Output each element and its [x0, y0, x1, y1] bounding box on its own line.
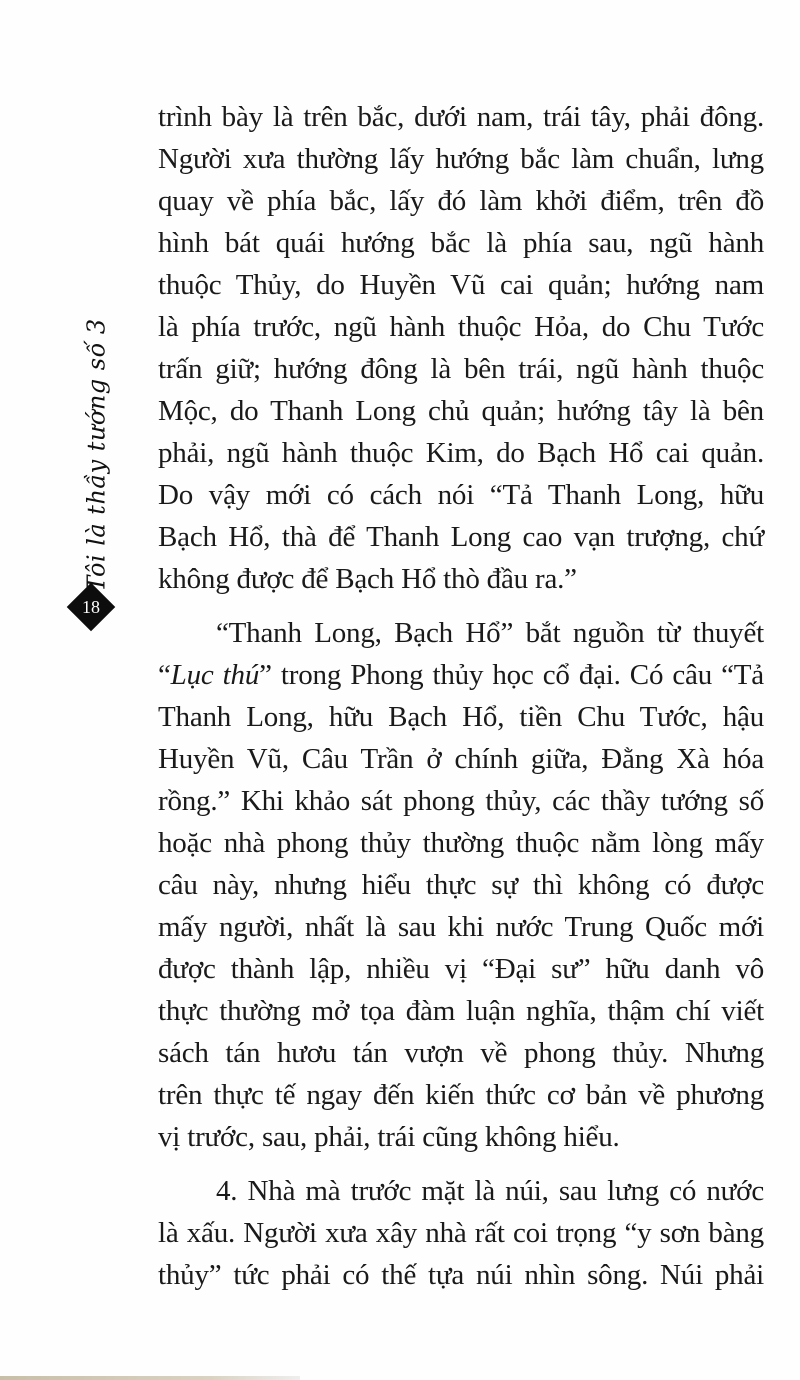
- text-line: rồng.” Khi khảo sát phong thủy, các thầy tướng số: [158, 785, 764, 817]
- italic-term: Lục thú: [170, 659, 260, 691]
- text-line: vị trước, sau, phải, trái cũng không hiểu.: [158, 1121, 620, 1153]
- text-line: hoặc nhà phong thủy thường thuộc nằm lòng mấy: [158, 827, 764, 859]
- text-line: mấy người, nhất là sau khi nước Trung Quốc mới: [158, 911, 764, 943]
- text-line: thủy” tức phải có thế tựa núi nhìn sông. Núi phải: [158, 1259, 764, 1291]
- text-line: hình bát quái hướng bắc là phía sau, ngũ hành: [158, 227, 764, 259]
- page-number: 18: [82, 597, 100, 617]
- paragraph-gap: [158, 600, 764, 612]
- text-line: Huyền Vũ, Câu Trần ở chính giữa, Đằng Xà hóa: [158, 743, 764, 775]
- text-line: Mộc, do Thanh Long chủ quản; hướng tây là bên: [158, 395, 764, 427]
- text-line: sách tán hươu tán vượn về phong thủy. Nhưng: [158, 1037, 764, 1069]
- text-line: câu này, nhưng hiểu thực sự thì không có được: [158, 869, 764, 901]
- text-line: “Thanh Long, Bạch Hổ” bắt nguồn từ thuyết: [216, 617, 764, 649]
- text-line: Bạch Hổ, thà để Thanh Long cao vạn trượng, chứ: [158, 521, 764, 553]
- paragraph-gap: [158, 1158, 764, 1170]
- text-line: là xấu. Người xưa xây nhà rất coi trọng “y sơn bàng: [158, 1217, 764, 1249]
- text-line: 4. Nhà mà trước mặt là núi, sau lưng có nước: [216, 1175, 764, 1207]
- text-line: được thành lập, nhiều vị “Đại sư” hữu danh vô: [158, 953, 764, 985]
- text-line: quay về phía bắc, lấy đó làm khởi điểm, trên đồ: [158, 185, 764, 217]
- text-line: Thanh Long, hữu Bạch Hổ, tiền Chu Tước, hậu: [158, 701, 764, 733]
- text-line: Do vậy mới có cách nói “Tả Thanh Long, hữu: [158, 479, 764, 511]
- paragraph: [158, 612, 764, 1158]
- text-line: là phía trước, ngũ hành thuộc Hỏa, do Chu Tước: [158, 311, 764, 343]
- page-bottom-edge: [0, 1376, 300, 1380]
- text-line: không được để Bạch Hổ thò đầu ra.”: [158, 563, 577, 595]
- text-line: Người xưa thường lấy hướng bắc làm chuẩn, lưng: [158, 143, 764, 175]
- text-line: trấn giữ; hướng đông là bên trái, ngũ hành thuộc: [158, 353, 764, 385]
- text-line: trình bày là trên bắc, dưới nam, trái tây, phải đông.: [158, 101, 764, 133]
- text-line: “Lục thú” trong Phong thủy học cổ đại. Có câu “Tả: [158, 659, 764, 691]
- page-number-badge: [69, 585, 113, 629]
- text-line: thực thường mở tọa đàm luận nghĩa, thậm chí viết: [158, 995, 764, 1027]
- running-title: [70, 318, 124, 592]
- body-text: [158, 96, 764, 1296]
- paragraph: [158, 96, 764, 600]
- text-line: thuộc Thủy, do Huyền Vũ cai quản; hướng nam: [158, 269, 764, 301]
- running-title-text: Tôi là thầy tướng số 3: [83, 318, 111, 592]
- paragraph: [158, 1170, 764, 1296]
- text-line: phải, ngũ hành thuộc Kim, do Bạch Hổ cai quản.: [158, 437, 764, 469]
- text-line: trên thực tế ngay đến kiến thức cơ bản về phương: [158, 1079, 764, 1111]
